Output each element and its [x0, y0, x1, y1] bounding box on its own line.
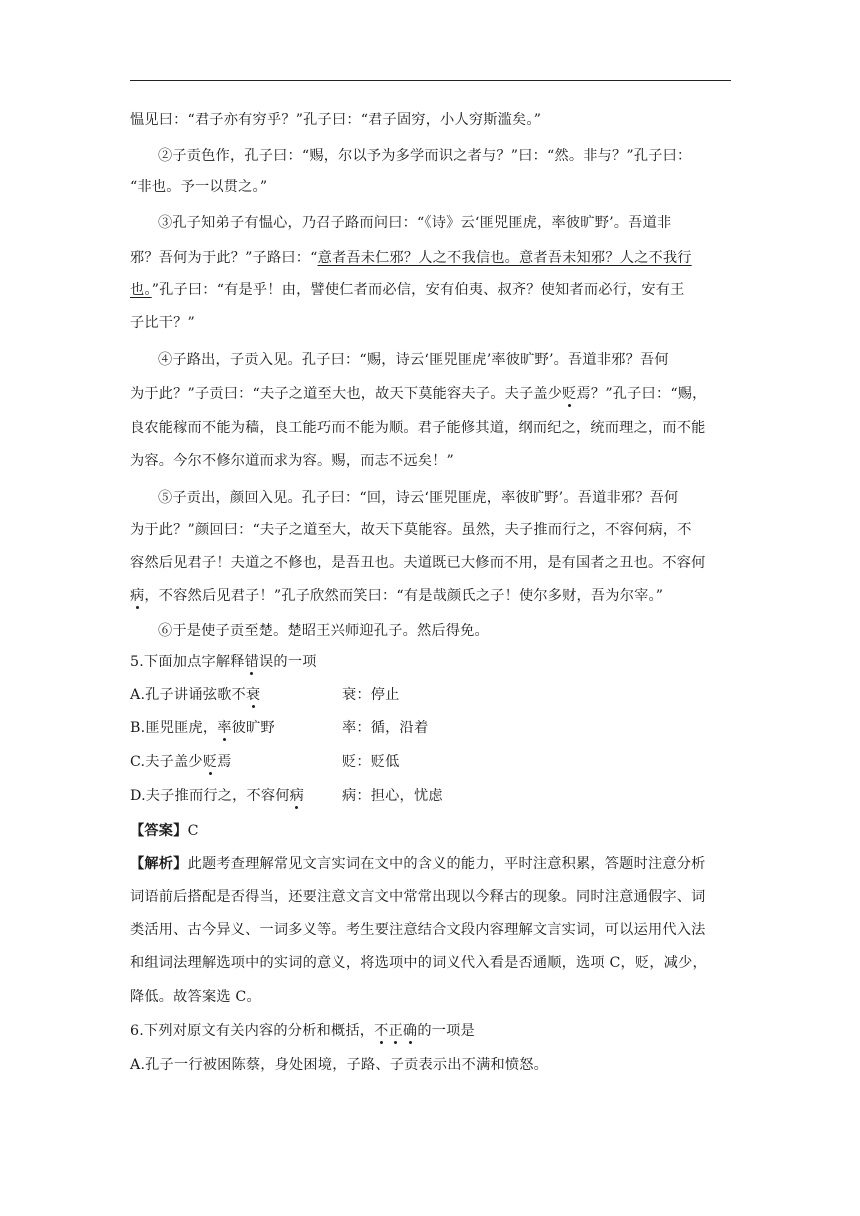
header-rule: [130, 80, 731, 81]
paragraph-6: ⑥于是使子贡至楚。楚昭王兴师迎孔子。然后得免。: [158, 623, 489, 639]
underlined-sentence: 意者吾未仁邪？人之不我信也。意者吾未知邪？人之不我行: [317, 250, 692, 266]
passage-line: “非也。予一以贯之。”: [130, 179, 268, 195]
option-a-explanation: 衰：停止: [342, 687, 400, 703]
dotted-char: 不: [374, 1023, 389, 1039]
option-c: C.夫子盖少贬焉 贬：贬低: [130, 754, 400, 770]
dotted-char: 病: [289, 788, 305, 804]
passage-line: 容然后见君子！夫道之不修也，是吾丑也。夫道既已大修而不用，是有国者之丑也。不容何: [130, 555, 706, 571]
passage-line: 为于此？”子贡曰：“夫子之道至大也，故天下莫能容夫子。夫子盖少贬焉？”孔子曰：“赐，: [130, 386, 707, 402]
passage-line: 也。”孔子曰：“有是乎！由，譬使仁者而必信，安有伯夷、叔齐？使知者而必行，安有王: [130, 282, 685, 298]
analysis-line: 和组词法理解选项中的实词的意义，将选项中的词义代入看是否通顺，选项 C，贬，减少，: [130, 955, 707, 971]
passage-line: 病，不容然后见君子！”孔子欣然而笑曰：“有是哉颜氏之子！使尔多财，吾为尔宰。”: [130, 588, 664, 604]
dotted-char: 衰: [245, 687, 261, 703]
dotted-char: 错: [244, 654, 260, 670]
passage-line: 为容。今尔不修尔道而求为容。赐，而志不远矣！”: [130, 453, 454, 469]
passage-line: 愠见曰：“君子亦有穷乎？”孔子曰：“君子固穷，小人穷斯滥矣。”: [130, 112, 542, 128]
question-6-stem: 6.下列对原文有关内容的分析和概括，不正确的一项是: [130, 1023, 475, 1039]
dotted-char: 确: [402, 1023, 418, 1039]
passage-line: 子比干？”: [130, 315, 196, 331]
dotted-char: 病: [130, 588, 145, 604]
passage-line: 为于此？”颜回曰：“夫子之道至大，故天下莫能容。虽然，夫子推而行之，不容何病，不: [130, 522, 692, 538]
dotted-char: 正: [388, 1023, 403, 1039]
paragraph-4: ④子路出，子贡入见。孔子曰：“赐，诗云‘匪兕匪虎’率彼旷野’。吾道非邪？吾何: [158, 352, 669, 368]
analysis-line: 降低。故答案选 C。: [130, 989, 261, 1005]
option-a: A.孔子讲诵弦歌不衰 衰：停止: [130, 687, 400, 703]
option-b-explanation: 率：循，沿着: [342, 720, 429, 736]
answer-line: 【答案】C: [130, 823, 199, 839]
analysis-line: 类活用、古今异义、一词多义等。考生要注意结合文段内容理解文言实词，可以运用代入法: [130, 922, 706, 938]
option-d: D.夫子推而行之，不容何病 病：担心，忧虑: [130, 788, 443, 804]
question-5-stem: 5.下面加点字解释错误的一项: [130, 654, 317, 670]
option-b: B.匪兕匪虎，率彼旷野 率：循，沿着: [130, 720, 429, 736]
passage-line: 邪？吾何为于此？”子路曰：“意者吾未仁邪？人之不我信也。意者吾未知邪？人之不我行: [130, 250, 692, 266]
dotted-char: 贬: [202, 754, 218, 770]
option-c-explanation: 贬：贬低: [342, 754, 400, 770]
dotted-char: 贬: [562, 386, 577, 402]
analysis-line: 【解析】此题考查理解常见文言实词在文中的含义的能力，平时注意积累，答题时注意分析: [130, 856, 706, 872]
dotted-char: 率: [217, 720, 232, 736]
question-6-option-a: A.孔子一行被困陈蔡，身处困境，子路、子贡表示出不满和愤怒。: [130, 1057, 549, 1073]
paragraph-5: ⑤子贡出，颜回入见。孔子曰：“回，诗云‘匪兕匪虎，率彼旷野’。吾道非邪？吾何: [158, 490, 679, 506]
paragraph-2: ②子贡色作，孔子曰：“赐，尔以予为多学而识之者与？”曰：“然。非与？”孔子曰：: [158, 148, 692, 164]
underlined-sentence-end: 也。: [130, 282, 152, 298]
paragraph-3: ③孔子知弟子有愠心，乃召子路而问曰：“《诗》云‘匪兕匪虎，率彼旷野’。吾道非: [158, 215, 672, 231]
option-d-explanation: 病：担心，忧虑: [342, 788, 443, 804]
analysis-line: 词语前后搭配是否得当，还要注意文言文中常常出现以今释古的现象。同时注意通假字、词: [130, 889, 706, 905]
passage-line: 良农能稼而不能为穑，良工能巧而不能为顺。君子能修其道，纲而纪之，统而理之，而不能: [130, 420, 706, 436]
